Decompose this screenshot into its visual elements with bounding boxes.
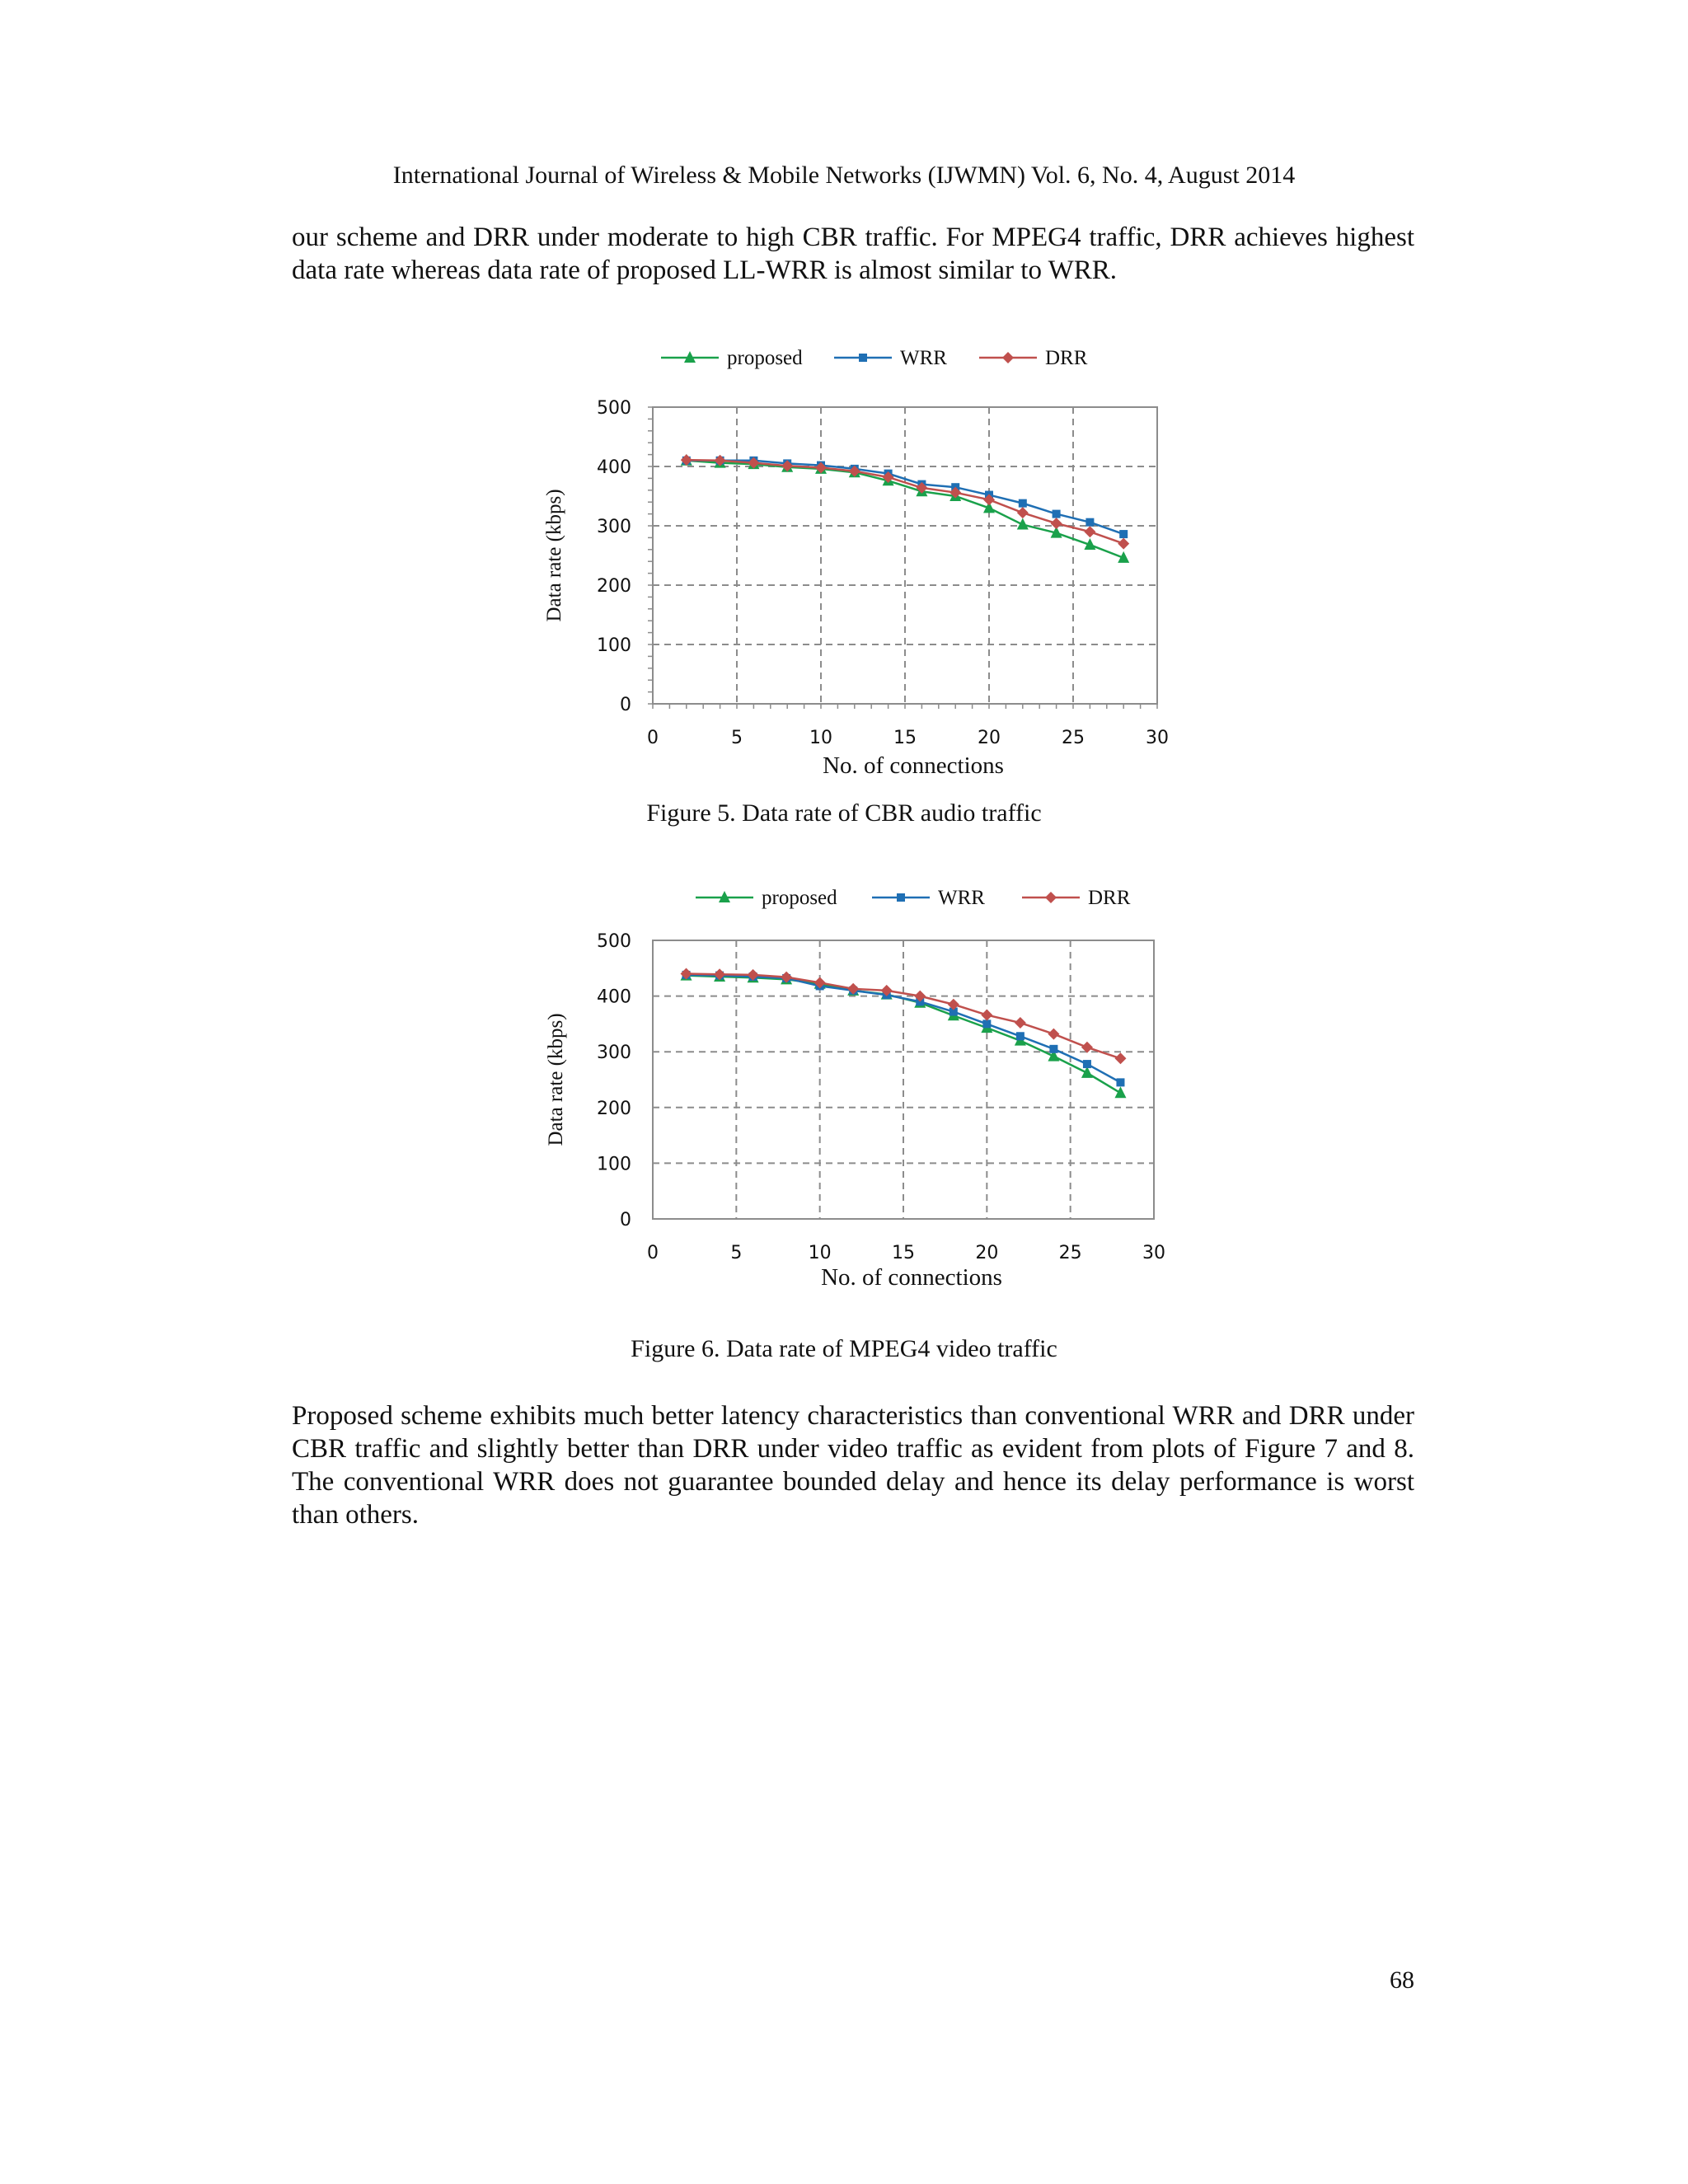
y-tick-label: 200 — [597, 576, 631, 597]
x-axis-label: No. of connections — [821, 1264, 1002, 1291]
paragraph-top — [292, 221, 1414, 287]
data-point-WRR — [1016, 1032, 1025, 1040]
page-number: 68 — [1390, 1966, 1414, 1994]
legend — [661, 347, 1088, 369]
legend-label-proposed: proposed — [762, 887, 837, 909]
data-point-WRR — [982, 1019, 991, 1028]
legend-marker-DRR — [1002, 352, 1014, 363]
figure-6-chart — [528, 869, 1187, 1315]
figure-5-chart — [528, 330, 1187, 791]
x-axis-label: No. of connections — [823, 752, 1004, 779]
x-tick-label: 10 — [808, 1243, 832, 1263]
legend-label-WRR: WRR — [900, 347, 947, 369]
x-tick-label: 5 — [730, 1243, 743, 1263]
x-tick-label: 25 — [1058, 1243, 1082, 1263]
figure-6-caption: Figure 6. Data rate of MPEG4 video traffic — [631, 1335, 1057, 1362]
x-tick-label: 20 — [975, 1243, 999, 1263]
y-tick-label: 100 — [597, 1154, 631, 1175]
legend-label-proposed: proposed — [727, 347, 803, 369]
x-tick-label: 20 — [978, 728, 1001, 748]
y-tick-label: 300 — [597, 517, 631, 537]
data-point-WRR — [1119, 530, 1128, 538]
y-tick-label: 100 — [597, 635, 631, 656]
x-tick-label: 15 — [893, 728, 917, 748]
legend-marker-WRR — [859, 354, 867, 362]
legend-label-WRR: WRR — [938, 887, 985, 909]
figure-6-svg — [528, 869, 1187, 1315]
figure-5-caption: Figure 5. Data rate of CBR audio traffic — [646, 799, 1042, 827]
paragraph-bottom — [292, 1399, 1414, 1531]
y-tick-label: 500 — [597, 931, 631, 952]
legend-marker-DRR — [1045, 892, 1057, 903]
data-point-WRR — [1116, 1078, 1124, 1086]
y-tick-label: 0 — [620, 695, 631, 715]
data-point-WRR — [1049, 1045, 1057, 1053]
y-tick-label: 400 — [597, 987, 631, 1008]
legend-marker-WRR — [897, 893, 905, 902]
y-tick-label: 400 — [597, 457, 631, 478]
paragraph-top-text: our scheme and DRR under moderate to high CBR traffic. For MPEG4 traffic, DRR achieves highest data rate whereas data rate of proposed LL-WRR is almost similar to WRR. — [292, 223, 1414, 285]
x-tick-label: 0 — [647, 1243, 659, 1263]
data-point-WRR — [1019, 499, 1027, 508]
x-tick-label: 30 — [1146, 728, 1169, 748]
x-tick-label: 5 — [731, 728, 743, 748]
x-tick-label: 0 — [647, 728, 659, 748]
y-tick-label: 200 — [597, 1098, 631, 1119]
plot-area — [653, 407, 1157, 704]
data-point-WRR — [1085, 518, 1094, 527]
x-tick-label: 25 — [1062, 728, 1085, 748]
y-tick-label: 0 — [620, 1210, 631, 1230]
x-tick-label: 30 — [1142, 1243, 1165, 1263]
legend — [696, 887, 1131, 909]
journal-header: International Journal of Wireless & Mobile Networks (IJWMN) Vol. 6, No. 4, August 2014 — [392, 162, 1296, 189]
y-tick-label: 300 — [597, 1043, 631, 1064]
y-axis-label: Data rate (kbps) — [545, 1013, 567, 1146]
legend-label-DRR: DRR — [1045, 347, 1088, 369]
data-point-WRR — [1083, 1060, 1091, 1068]
figure-5-svg — [528, 330, 1187, 791]
data-point-WRR — [1053, 510, 1061, 518]
y-tick-label: 500 — [597, 398, 631, 419]
legend-label-DRR: DRR — [1088, 887, 1131, 909]
x-tick-label: 15 — [892, 1243, 915, 1263]
y-axis-label: Data rate (kbps) — [543, 489, 565, 622]
paragraph-bottom-text: Proposed scheme exhibits much better latency characteristics than conventional WRR and DRR under CBR traffic and slightly better than DRR under video traffic as evident from plots of Figure 7 and 8. The conventional WRR does not guarantee bounded delay and hence its delay performance is worst than others. — [292, 1401, 1414, 1530]
x-tick-label: 10 — [809, 728, 832, 748]
